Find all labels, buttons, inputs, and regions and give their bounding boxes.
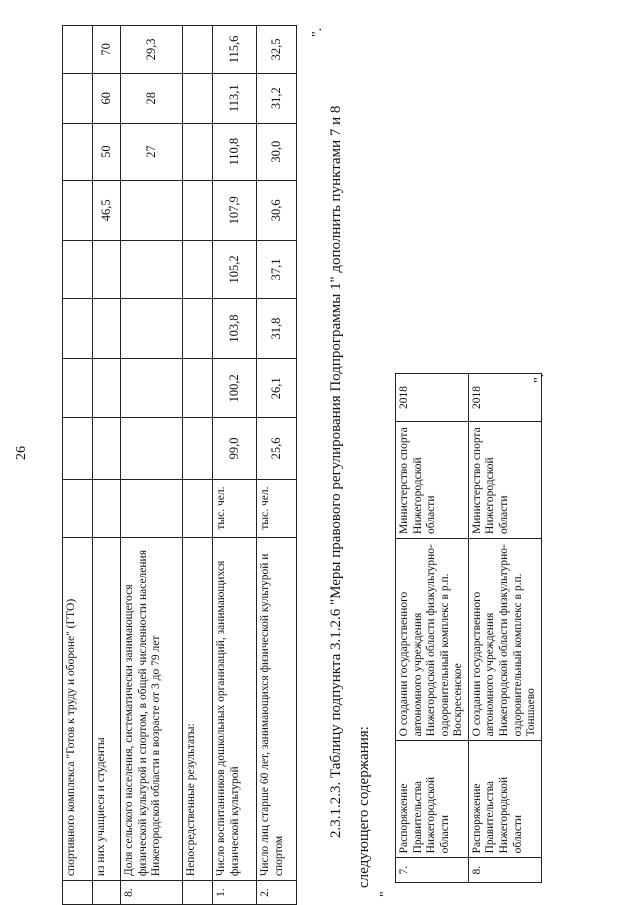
indicator-row-number: 1.	[213, 881, 257, 905]
indicator-name: Число лиц старше 60 лет, занимающихся физической культурой и спортом	[257, 537, 297, 881]
measure-subject: О создании государственного автономного учреждения Нижегородской области физкультурно-оздоровительный комплекс в р.п. Воскресенское	[396, 538, 469, 740]
indicator-name: Непосредственные результаты:	[183, 537, 213, 881]
indicator-value	[93, 298, 121, 358]
indicator-value	[121, 240, 183, 298]
paragraph-line-2: следующего содержания:	[356, 726, 372, 888]
indicator-value: 99,0	[213, 418, 257, 479]
indicators-table	[62, 25, 297, 905]
indicator-value: 37,1	[257, 240, 297, 298]
indicator-name: из них учащиеся и студенты	[93, 537, 121, 881]
indicator-name: Доля сельского населения, систематически занимающегося физической культурой и спортом, в общей численности населения Нижегородской области в возрасте от 3 до 79 лет	[121, 537, 183, 881]
measure-number: 7.	[396, 858, 469, 883]
indicator-value: 31,8	[257, 298, 297, 358]
indicator-value	[121, 298, 183, 358]
indicator-value	[63, 298, 93, 358]
indicator-value: 50	[93, 123, 121, 180]
measure-subject: О создании государственного автономного учреждения Нижегородской области физкультурно-оздоровительный комплекс в р.п. Тоншаево	[468, 538, 541, 740]
paragraph-line-1: 2.3.1.2.3. Таблицу подпункта 3.1.2.6 "Меры правового регулирования Подпрограммы 1" дополнить пунктами 7 и 8	[328, 105, 344, 838]
indicator-value	[63, 359, 93, 418]
indicator-value	[183, 418, 213, 479]
indicator-value: 105,2	[213, 240, 257, 298]
measure-year: 2018	[468, 374, 541, 422]
indicator-value	[121, 180, 183, 240]
indicator-value	[63, 26, 93, 74]
indicator-value: 110,8	[213, 123, 257, 180]
indicator-value: 115,6	[213, 26, 257, 74]
indicator-value: 30,6	[257, 180, 297, 240]
measure-executor: Министерство спорта Нижегородской области	[396, 421, 469, 538]
page-number: 26	[14, 446, 29, 460]
indicator-value: 113,1	[213, 73, 257, 123]
indicator-row	[183, 26, 213, 905]
indicator-value	[183, 26, 213, 74]
indicator-value	[63, 240, 93, 298]
indicator-unit: тыс. чел.	[257, 479, 297, 537]
indicator-value	[63, 180, 93, 240]
indicator-unit	[183, 479, 213, 537]
indicator-unit	[121, 479, 183, 537]
indicator-unit	[63, 479, 93, 537]
indicator-row-number	[93, 881, 121, 905]
indicator-value: 29,3	[121, 26, 183, 74]
indicator-value	[93, 359, 121, 418]
indicator-value	[183, 73, 213, 123]
table1-closing-quote: ".	[310, 27, 325, 37]
indicator-value: 27	[121, 123, 183, 180]
indicator-row-number: 8.	[121, 881, 183, 905]
indicator-value: 60	[93, 73, 121, 123]
indicator-row	[213, 26, 257, 905]
measure-row	[468, 374, 541, 883]
indicator-value: 26,1	[257, 359, 297, 418]
indicator-value: 30,0	[257, 123, 297, 180]
indicator-value: 46,5	[93, 180, 121, 240]
indicator-row-number	[183, 881, 213, 905]
indicator-row	[93, 26, 121, 905]
indicator-value: 31,2	[257, 73, 297, 123]
indicator-unit: тыс. чел.	[213, 479, 257, 537]
indicator-value: 107,9	[213, 180, 257, 240]
indicator-value	[63, 123, 93, 180]
measure-document-type: Распоряжение Правительства Нижегородской области	[396, 741, 469, 858]
indicator-value	[183, 240, 213, 298]
indicator-value	[63, 73, 93, 123]
indicator-row	[121, 26, 183, 905]
indicator-value: 25,6	[257, 418, 297, 479]
indicator-value	[183, 298, 213, 358]
indicator-value	[93, 418, 121, 479]
indicator-row	[63, 26, 93, 905]
indicator-value: 100,2	[213, 359, 257, 418]
measure-number: 8.	[468, 858, 541, 883]
measure-document-type: Распоряжение Правительства Нижегородской области	[468, 741, 541, 858]
indicator-value	[93, 240, 121, 298]
indicator-value: 28	[121, 73, 183, 123]
indicator-name: спортивного комплекса "Готов к труду и обороне" (ГТО)	[63, 537, 93, 881]
indicator-row-number: 2.	[257, 881, 297, 905]
indicator-unit	[93, 479, 121, 537]
indicator-value: 32,5	[257, 26, 297, 74]
indicator-value	[183, 180, 213, 240]
legal-measures-table	[395, 373, 542, 883]
measure-executor: Министерство спорта Нижегородской области	[468, 421, 541, 538]
table2-closing-quote: ".	[532, 373, 547, 383]
measure-year: 2018	[396, 374, 469, 422]
indicator-name: Число воспитанников дошкольных организаций, занимающихся физической культурой	[213, 537, 257, 881]
indicator-row-number	[63, 881, 93, 905]
opening-quote: "	[378, 891, 393, 897]
indicator-value	[183, 123, 213, 180]
indicator-value	[63, 418, 93, 479]
indicator-value: 103,8	[213, 298, 257, 358]
indicator-value	[183, 359, 213, 418]
indicator-value: 70	[93, 26, 121, 74]
indicator-value	[121, 359, 183, 418]
measure-row	[396, 374, 469, 883]
indicator-row	[257, 26, 297, 905]
indicator-value	[121, 418, 183, 479]
